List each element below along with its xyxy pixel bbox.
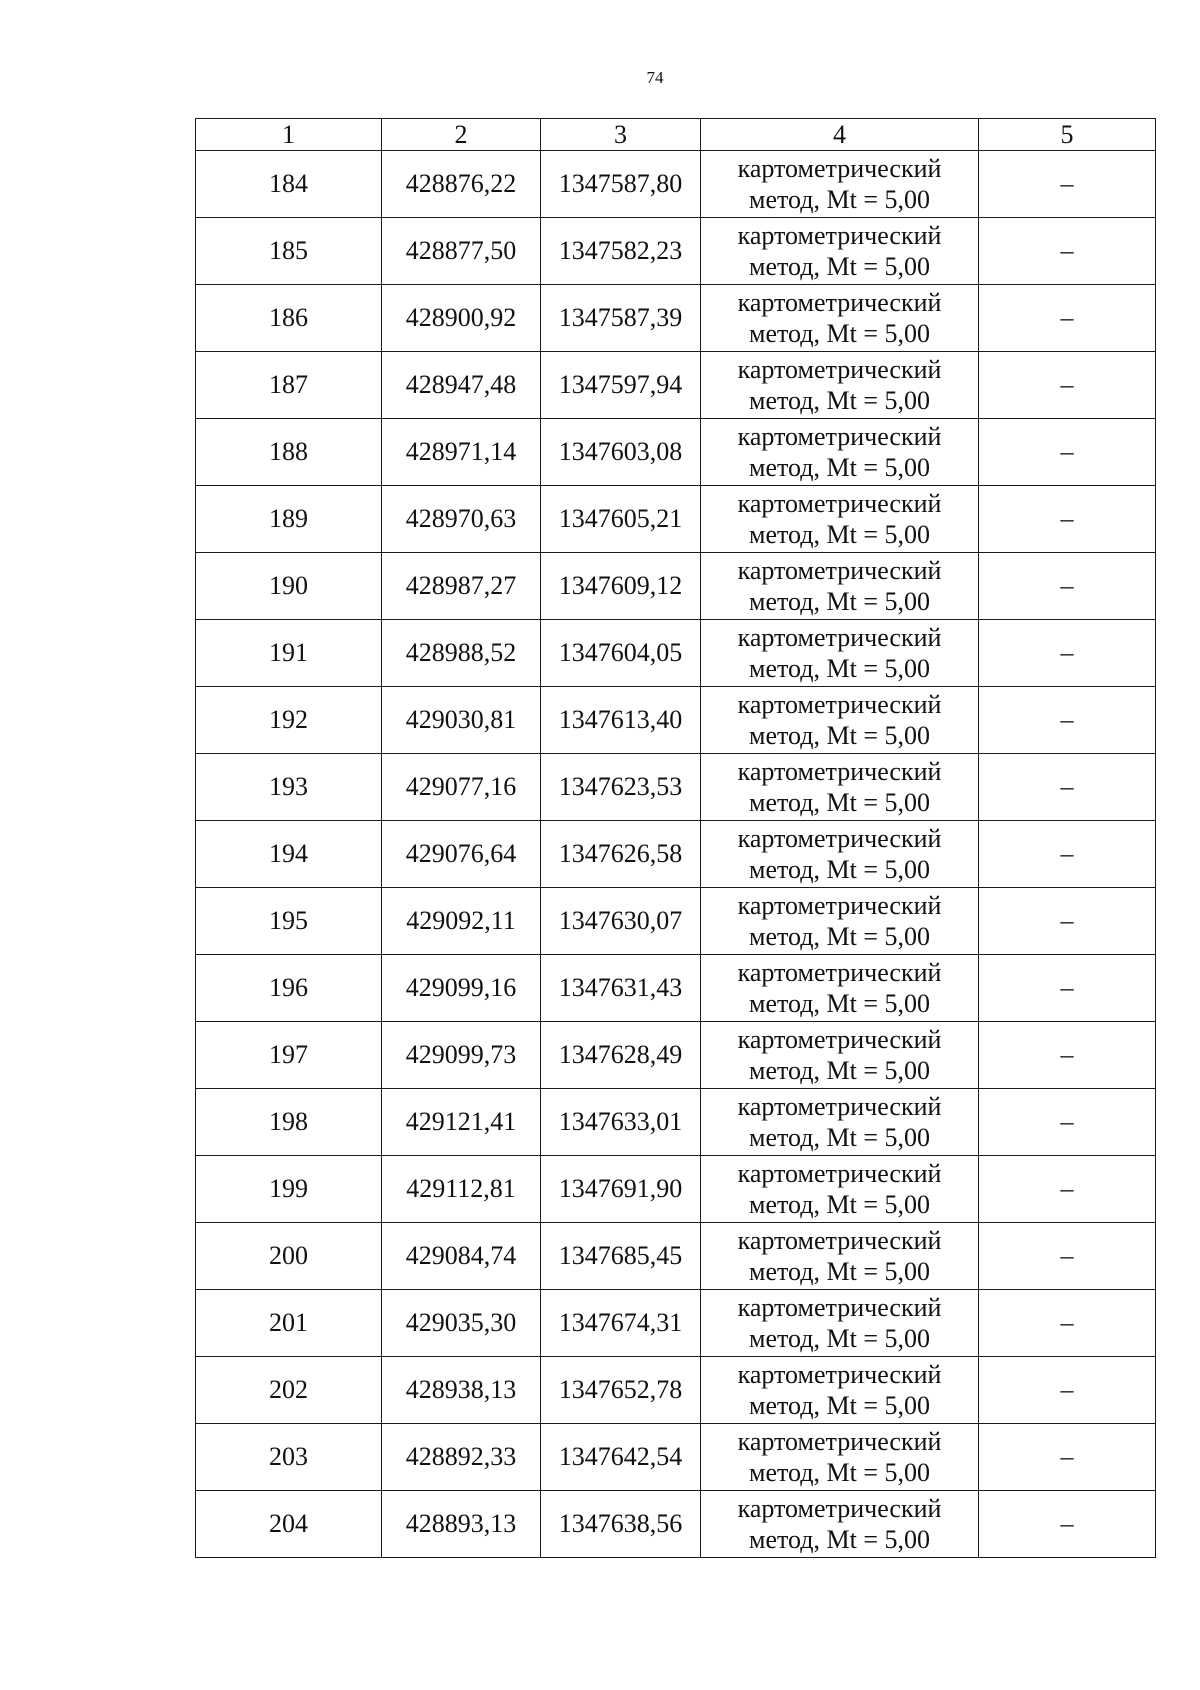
y-coordinate-cell: 1347582,23 bbox=[541, 218, 701, 285]
error-cell: – bbox=[979, 1290, 1156, 1357]
x-coordinate-cell: 428988,52 bbox=[382, 620, 541, 687]
y-coordinate-cell: 1347604,05 bbox=[541, 620, 701, 687]
x-coordinate-cell: 429084,74 bbox=[382, 1223, 541, 1290]
error-cell: – bbox=[979, 955, 1156, 1022]
method-accuracy: метод, Mt = 5,00 bbox=[749, 855, 930, 884]
point-number-cell: 189 bbox=[196, 486, 382, 553]
column-header: 3 bbox=[541, 119, 701, 151]
error-cell: – bbox=[979, 419, 1156, 486]
error-cell: – bbox=[979, 1424, 1156, 1491]
y-coordinate-cell: 1347633,01 bbox=[541, 1089, 701, 1156]
method-cell bbox=[701, 821, 979, 888]
y-coordinate-cell: 1347652,78 bbox=[541, 1357, 701, 1424]
table-row bbox=[196, 955, 1156, 1022]
point-number-cell: 193 bbox=[196, 754, 382, 821]
method-name: картометрический bbox=[737, 1293, 942, 1322]
y-coordinate-cell: 1347674,31 bbox=[541, 1290, 701, 1357]
method-name: картометрический bbox=[737, 1494, 942, 1523]
method-name: картометрический bbox=[737, 757, 942, 786]
table-row bbox=[196, 352, 1156, 419]
point-number-cell: 200 bbox=[196, 1223, 382, 1290]
point-number-cell: 195 bbox=[196, 888, 382, 955]
method-name: картометрический bbox=[737, 556, 942, 585]
y-coordinate-cell: 1347631,43 bbox=[541, 955, 701, 1022]
column-header: 5 bbox=[979, 119, 1156, 151]
point-number-cell: 184 bbox=[196, 151, 382, 218]
method-accuracy: метод, Mt = 5,00 bbox=[749, 1257, 930, 1286]
method-name: картометрический bbox=[737, 154, 942, 183]
point-number-cell: 201 bbox=[196, 1290, 382, 1357]
method-name: картометрический bbox=[737, 221, 942, 250]
y-coordinate-cell: 1347685,45 bbox=[541, 1223, 701, 1290]
error-cell: – bbox=[979, 888, 1156, 955]
coordinates-table bbox=[195, 118, 1156, 1558]
y-coordinate-cell: 1347638,56 bbox=[541, 1491, 701, 1558]
method-cell bbox=[701, 1357, 979, 1424]
method-accuracy: метод, Mt = 5,00 bbox=[749, 185, 930, 214]
y-coordinate-cell: 1347597,94 bbox=[541, 352, 701, 419]
method-name: картометрический bbox=[737, 690, 942, 719]
table-row bbox=[196, 1223, 1156, 1290]
x-coordinate-cell: 428938,13 bbox=[382, 1357, 541, 1424]
y-coordinate-cell: 1347613,40 bbox=[541, 687, 701, 754]
x-coordinate-cell: 428877,50 bbox=[382, 218, 541, 285]
error-cell: – bbox=[979, 151, 1156, 218]
point-number-cell: 191 bbox=[196, 620, 382, 687]
table-row bbox=[196, 620, 1156, 687]
method-cell bbox=[701, 1156, 979, 1223]
table-row bbox=[196, 285, 1156, 352]
error-cell: – bbox=[979, 285, 1156, 352]
x-coordinate-cell: 428892,33 bbox=[382, 1424, 541, 1491]
table-row bbox=[196, 1022, 1156, 1089]
x-coordinate-cell: 429112,81 bbox=[382, 1156, 541, 1223]
y-coordinate-cell: 1347603,08 bbox=[541, 419, 701, 486]
method-accuracy: метод, Mt = 5,00 bbox=[749, 386, 930, 415]
method-cell bbox=[701, 1022, 979, 1089]
x-coordinate-cell: 429035,30 bbox=[382, 1290, 541, 1357]
method-accuracy: метод, Mt = 5,00 bbox=[749, 654, 930, 683]
method-cell bbox=[701, 151, 979, 218]
x-coordinate-cell: 429030,81 bbox=[382, 687, 541, 754]
column-header: 2 bbox=[382, 119, 541, 151]
method-name: картометрический bbox=[737, 1092, 942, 1121]
method-cell bbox=[701, 687, 979, 754]
y-coordinate-cell: 1347630,07 bbox=[541, 888, 701, 955]
point-number-cell: 202 bbox=[196, 1357, 382, 1424]
error-cell: – bbox=[979, 1357, 1156, 1424]
x-coordinate-cell: 428900,92 bbox=[382, 285, 541, 352]
table-row bbox=[196, 1290, 1156, 1357]
method-cell bbox=[701, 1089, 979, 1156]
method-accuracy: метод, Mt = 5,00 bbox=[749, 319, 930, 348]
x-coordinate-cell: 428970,63 bbox=[382, 486, 541, 553]
y-coordinate-cell: 1347587,80 bbox=[541, 151, 701, 218]
error-cell: – bbox=[979, 754, 1156, 821]
column-header: 4 bbox=[701, 119, 979, 151]
method-accuracy: метод, Mt = 5,00 bbox=[749, 587, 930, 616]
error-cell: – bbox=[979, 687, 1156, 754]
y-coordinate-cell: 1347623,53 bbox=[541, 754, 701, 821]
table-header-row bbox=[196, 119, 1156, 151]
table-row bbox=[196, 1089, 1156, 1156]
x-coordinate-cell: 428893,13 bbox=[382, 1491, 541, 1558]
x-coordinate-cell: 429076,64 bbox=[382, 821, 541, 888]
method-name: картометрический bbox=[737, 824, 942, 853]
error-cell: – bbox=[979, 352, 1156, 419]
method-accuracy: метод, Mt = 5,00 bbox=[749, 1123, 930, 1152]
x-coordinate-cell: 429077,16 bbox=[382, 754, 541, 821]
error-cell: – bbox=[979, 821, 1156, 888]
x-coordinate-cell: 429099,16 bbox=[382, 955, 541, 1022]
error-cell: – bbox=[979, 486, 1156, 553]
table-row bbox=[196, 821, 1156, 888]
table-row bbox=[196, 687, 1156, 754]
method-accuracy: метод, Mt = 5,00 bbox=[749, 1324, 930, 1353]
y-coordinate-cell: 1347605,21 bbox=[541, 486, 701, 553]
table-row bbox=[196, 486, 1156, 553]
method-accuracy: метод, Mt = 5,00 bbox=[749, 721, 930, 750]
method-cell bbox=[701, 285, 979, 352]
error-cell: – bbox=[979, 1156, 1156, 1223]
method-accuracy: метод, Mt = 5,00 bbox=[749, 1056, 930, 1085]
table-row bbox=[196, 1357, 1156, 1424]
method-cell bbox=[701, 553, 979, 620]
x-coordinate-cell: 428947,48 bbox=[382, 352, 541, 419]
method-accuracy: метод, Mt = 5,00 bbox=[749, 989, 930, 1018]
method-cell bbox=[701, 486, 979, 553]
method-cell bbox=[701, 1223, 979, 1290]
point-number-cell: 186 bbox=[196, 285, 382, 352]
y-coordinate-cell: 1347609,12 bbox=[541, 553, 701, 620]
method-name: картометрический bbox=[737, 1025, 942, 1054]
method-cell bbox=[701, 1424, 979, 1491]
table-row bbox=[196, 1491, 1156, 1558]
method-cell bbox=[701, 352, 979, 419]
method-accuracy: метод, Mt = 5,00 bbox=[749, 1458, 930, 1487]
point-number-cell: 196 bbox=[196, 955, 382, 1022]
method-cell bbox=[701, 620, 979, 687]
x-coordinate-cell: 429099,73 bbox=[382, 1022, 541, 1089]
method-name: картометрический bbox=[737, 891, 942, 920]
method-accuracy: метод, Mt = 5,00 bbox=[749, 252, 930, 281]
method-accuracy: метод, Mt = 5,00 bbox=[749, 1190, 930, 1219]
method-cell bbox=[701, 218, 979, 285]
point-number-cell: 188 bbox=[196, 419, 382, 486]
table-row bbox=[196, 1424, 1156, 1491]
method-accuracy: метод, Mt = 5,00 bbox=[749, 1525, 930, 1554]
point-number-cell: 203 bbox=[196, 1424, 382, 1491]
method-accuracy: метод, Mt = 5,00 bbox=[749, 453, 930, 482]
x-coordinate-cell: 428876,22 bbox=[382, 151, 541, 218]
table-body bbox=[196, 151, 1156, 1558]
y-coordinate-cell: 1347587,39 bbox=[541, 285, 701, 352]
method-accuracy: метод, Mt = 5,00 bbox=[749, 922, 930, 951]
x-coordinate-cell: 428971,14 bbox=[382, 419, 541, 486]
error-cell: – bbox=[979, 1089, 1156, 1156]
method-cell bbox=[701, 1290, 979, 1357]
column-header: 1 bbox=[196, 119, 382, 151]
method-accuracy: метод, Mt = 5,00 bbox=[749, 520, 930, 549]
table-row bbox=[196, 888, 1156, 955]
point-number-cell: 190 bbox=[196, 553, 382, 620]
point-number-cell: 194 bbox=[196, 821, 382, 888]
error-cell: – bbox=[979, 620, 1156, 687]
method-name: картометрический bbox=[737, 958, 942, 987]
point-number-cell: 198 bbox=[196, 1089, 382, 1156]
table-row bbox=[196, 1156, 1156, 1223]
x-coordinate-cell: 428987,27 bbox=[382, 553, 541, 620]
method-name: картометрический bbox=[737, 623, 942, 652]
point-number-cell: 192 bbox=[196, 687, 382, 754]
error-cell: – bbox=[979, 1223, 1156, 1290]
y-coordinate-cell: 1347642,54 bbox=[541, 1424, 701, 1491]
table-row bbox=[196, 553, 1156, 620]
method-name: картометрический bbox=[737, 1427, 942, 1456]
method-name: картометрический bbox=[737, 1159, 942, 1188]
point-number-cell: 199 bbox=[196, 1156, 382, 1223]
method-cell bbox=[701, 419, 979, 486]
method-accuracy: метод, Mt = 5,00 bbox=[749, 788, 930, 817]
error-cell: – bbox=[979, 218, 1156, 285]
x-coordinate-cell: 429121,41 bbox=[382, 1089, 541, 1156]
error-cell: – bbox=[979, 1491, 1156, 1558]
point-number-cell: 187 bbox=[196, 352, 382, 419]
method-accuracy: метод, Mt = 5,00 bbox=[749, 1391, 930, 1420]
x-coordinate-cell: 429092,11 bbox=[382, 888, 541, 955]
method-cell bbox=[701, 1491, 979, 1558]
method-name: картометрический bbox=[737, 355, 942, 384]
y-coordinate-cell: 1347628,49 bbox=[541, 1022, 701, 1089]
y-coordinate-cell: 1347626,58 bbox=[541, 821, 701, 888]
method-name: картометрический bbox=[737, 489, 942, 518]
y-coordinate-cell: 1347691,90 bbox=[541, 1156, 701, 1223]
table-row bbox=[196, 419, 1156, 486]
table-row bbox=[196, 151, 1156, 218]
page-number: 74 bbox=[646, 68, 664, 87]
error-cell: – bbox=[979, 553, 1156, 620]
method-name: картометрический bbox=[737, 422, 942, 451]
table-row bbox=[196, 218, 1156, 285]
method-cell bbox=[701, 955, 979, 1022]
method-name: картометрический bbox=[737, 288, 942, 317]
table-row bbox=[196, 754, 1156, 821]
method-name: картометрический bbox=[737, 1360, 942, 1389]
method-cell bbox=[701, 754, 979, 821]
point-number-cell: 185 bbox=[196, 218, 382, 285]
method-name: картометрический bbox=[737, 1226, 942, 1255]
method-cell bbox=[701, 888, 979, 955]
error-cell: – bbox=[979, 1022, 1156, 1089]
point-number-cell: 197 bbox=[196, 1022, 382, 1089]
point-number-cell: 204 bbox=[196, 1491, 382, 1558]
